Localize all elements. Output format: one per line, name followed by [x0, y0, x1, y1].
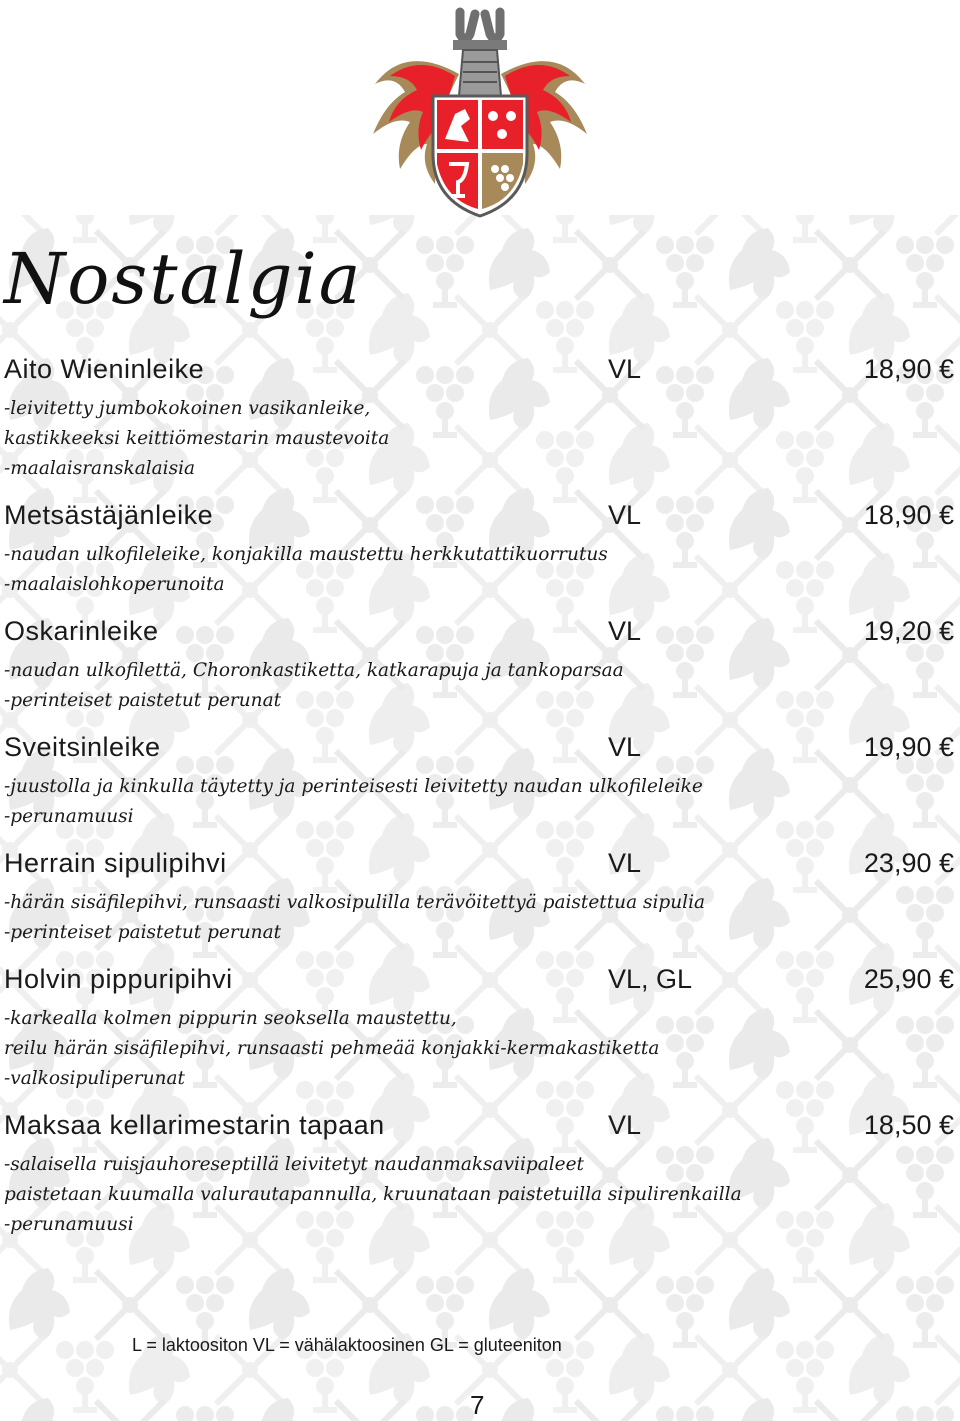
dish-description: [0, 540, 960, 600]
dish-item: [0, 844, 960, 960]
dish-price: 18,50 €: [863, 1110, 954, 1140]
dish-name: Metsästäjänleike: [4, 500, 214, 530]
dish-item: [0, 612, 960, 728]
dish-item: [0, 496, 960, 612]
dish-item: [0, 350, 960, 496]
dish-name: Sveitsinleike: [4, 732, 161, 762]
dish-description-line: -naudan ulkofileleike, konjakilla maustettu herkkutattikuorrutus: [4, 544, 608, 565]
dish-name: Maksaa kellarimestarin tapaan: [4, 1110, 385, 1140]
dish-diet-label: VL: [608, 848, 642, 878]
dish-diet-label: VL: [608, 354, 642, 384]
dish-description-line: -perunamuusi: [4, 806, 134, 827]
dish-item: [0, 728, 960, 844]
diet-legend: L = laktoositon VL = vähälaktoosinen GL = gluteeniton: [132, 1335, 562, 1355]
dish-price: 18,90 €: [863, 500, 954, 530]
dish-description-line: -salaisella ruisjauhoreseptillä leivitetyt naudanmaksaviipaleet: [4, 1154, 584, 1175]
dish-description: [0, 888, 960, 948]
dish-price: 18,90 €: [863, 354, 954, 384]
dish-description-line: -perinteiset paistetut perunat: [4, 922, 282, 943]
dish-item: [0, 960, 960, 1106]
dish-price: 19,90 €: [863, 732, 954, 762]
dish-price: 25,90 €: [863, 964, 954, 994]
coat-of-arms-logo: [365, 4, 595, 222]
dish-description-line: paistetaan kuumalla valurautapannulla, kruunataan paistetuilla sipulirenkailla: [4, 1184, 742, 1205]
dish-description-line: -leivitetty jumbokokoinen vasikanleike,: [4, 398, 371, 419]
dish-description: [0, 394, 960, 484]
page-number: 7: [470, 1390, 485, 1420]
dish-description: [0, 772, 960, 832]
dish-price: 19,20 €: [863, 616, 954, 646]
dish-item: [0, 1106, 960, 1240]
page-title: Nostalgia: [4, 238, 363, 320]
dish-description-line: -perinteiset paistetut perunat: [4, 690, 282, 711]
dish-name: Aito Wieninleike: [4, 354, 205, 384]
dish-description-line: -härän sisäfilepihvi, runsaasti valkosipulilla terävöitettyä paistettua sipulia: [4, 892, 706, 913]
dish-description-line: -juustolla ja kinkulla täytetty ja perinteisesti leivitetty naudan ulkofileleike: [4, 776, 703, 797]
dish-price: 23,90 €: [863, 848, 954, 878]
dish-description-line: kastikkeeksi keittiömestarin maustevoita: [4, 428, 390, 449]
dish-diet-label: VL: [608, 732, 642, 762]
dish-description-line: -maalaisranskalaisia: [4, 458, 196, 479]
dish-description-line: reilu härän sisäfilepihvi, runsaasti pehmeää konjakki-kermakastiketta: [4, 1038, 660, 1059]
dish-diet-label: VL: [608, 1110, 642, 1140]
dish-description-line: -valkosipuliperunat: [4, 1068, 185, 1089]
dish-description-line: -maalaislohkoperunoita: [4, 574, 225, 595]
dish-description: [0, 1004, 960, 1094]
dish-description-line: -perunamuusi: [4, 1214, 134, 1235]
dish-diet-label: VL: [608, 616, 642, 646]
dish-description-line: -naudan ulkofilettä, Choronkastiketta, katkarapuja ja tankoparsaa: [4, 660, 624, 681]
dish-diet-label: VL: [608, 500, 642, 530]
dish-name: Holvin pippuripihvi: [4, 964, 233, 994]
dish-list: [0, 350, 960, 1240]
dish-diet-label: VL, GL: [608, 964, 693, 994]
dish-name: Herrain sipulipihvi: [4, 848, 227, 878]
dish-description: [0, 656, 960, 716]
dish-name: Oskarinleike: [4, 616, 159, 646]
dish-description: [0, 1150, 960, 1240]
dish-description-line: -karkealla kolmen pippurin seoksella maustettu,: [4, 1008, 457, 1029]
